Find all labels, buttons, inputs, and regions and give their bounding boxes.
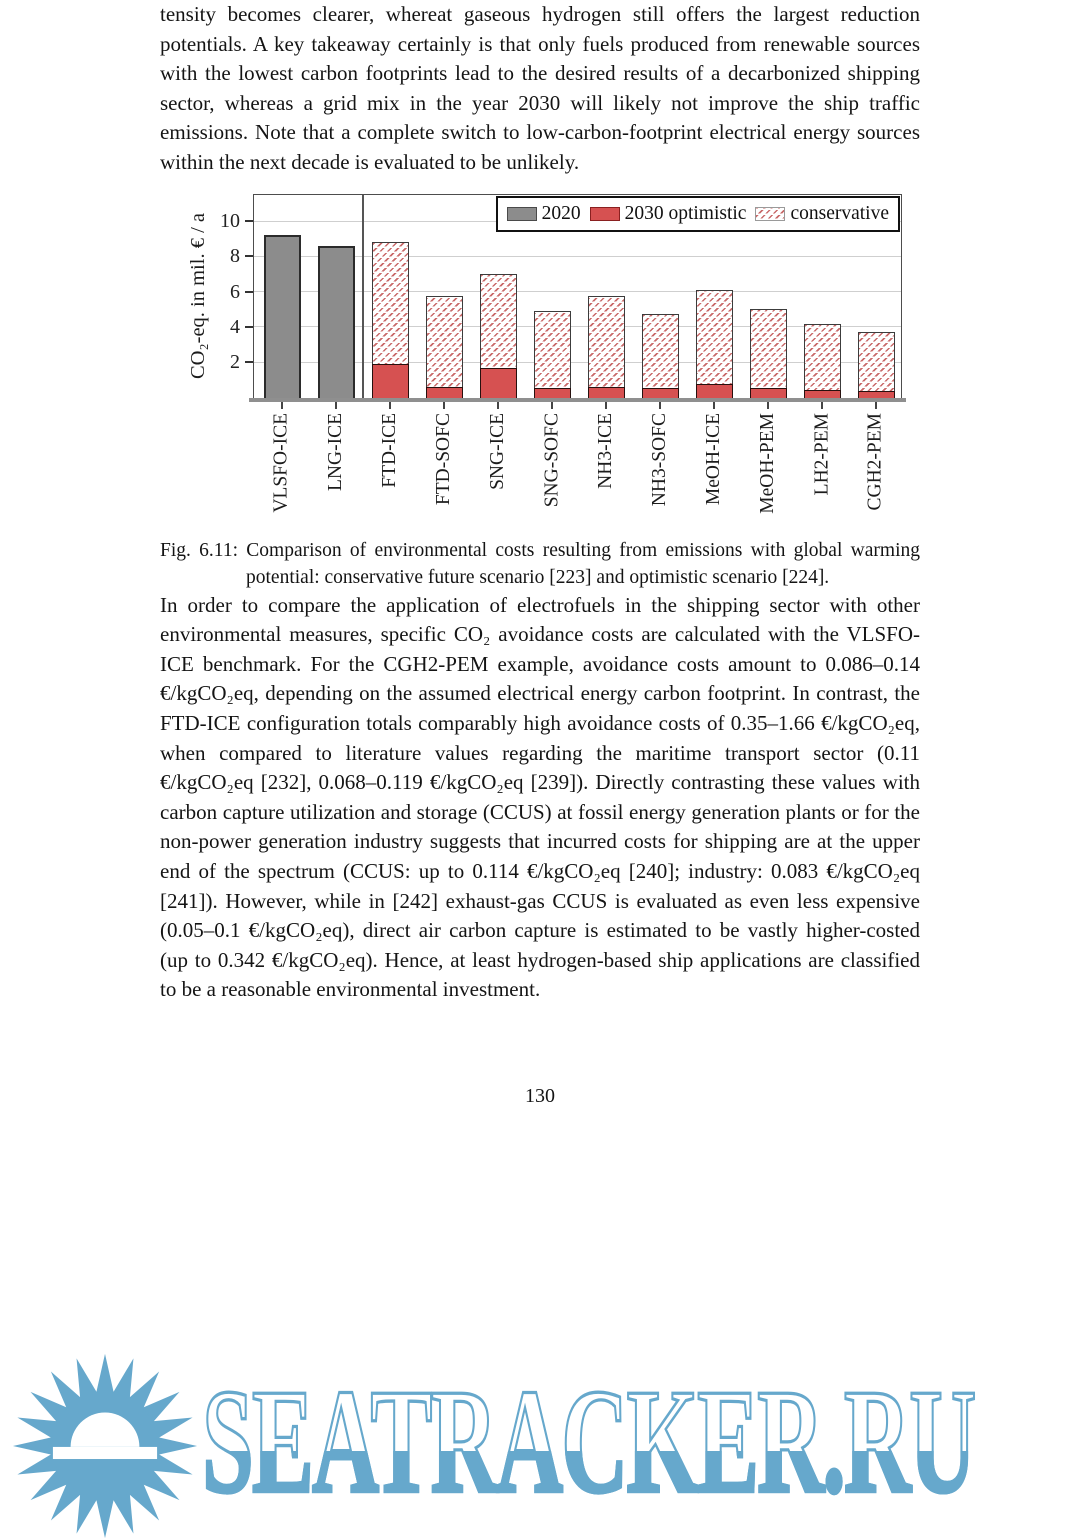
bar-conservative [696,290,733,398]
x-axis-tick [713,402,715,409]
x-tick-label-text: NH3-SOFC [649,412,670,506]
legend-label: 2030 optimistic [624,202,747,224]
legend-swatch [755,207,785,221]
y-tick-label: 6 [230,280,240,303]
x-axis-tick [335,402,337,409]
x-axis-tick [605,402,607,409]
bar-2030-optimistic [696,384,733,397]
x-axis-tick [875,402,877,409]
group-divider-line [362,195,364,398]
bar-2030-optimistic [534,388,571,398]
x-tick-label-text: MeOH-PEM [757,412,778,514]
legend-label: 2020 [541,202,581,224]
page-content [160,0,920,1108]
x-axis-tick [659,402,661,409]
legend-item [507,203,581,225]
page-number: 130 [525,1084,555,1107]
bar-2030-optimistic [858,391,895,398]
y-tick-label: 2 [230,351,240,374]
bar-2030-optimistic [804,390,841,398]
x-tick-label-text: CGH2-PEM [865,412,886,511]
legend-item [590,203,747,225]
bar-conservative [858,332,895,397]
x-tick-label-text: SNG-ICE [487,412,508,490]
watermark-text: SEATRACKER.RU [202,1358,975,1525]
x-tick-label-text: FTD-SOFC [433,412,454,505]
y-tick-label: 10 [220,210,240,233]
x-tick-label-text: VLSFO-ICE [271,412,292,513]
chart-legend [496,196,900,232]
y-axis-tick [245,361,253,363]
x-axis-tick [389,402,391,409]
x-axis-tick [443,402,445,409]
watermark [12,1357,1080,1527]
bar-2020 [318,246,355,398]
y-axis-tick [245,255,253,257]
sun-icon [12,1353,198,1539]
bar-2030-optimistic [480,368,517,398]
figure-caption: Fig. 6.11: Comparison of environmental costs resulting from emissions with global warming potential: conservative future scenario [223] and optimistic scenario [224]. [160,539,920,588]
x-axis-tick [551,402,553,409]
x-tick-label-text: SNG-SOFC [541,412,562,507]
bar-2030-optimistic [372,364,409,398]
y-tick-label: 8 [230,245,240,268]
paragraph-bottom: In order to compare the application of electrofuels in the shipping sector with other environmental measures, specific CO₂ avoidance costs are calculated with the VLSFO-ICE benchmark. For the CGH2-PEM example, avoidance costs amount to 0.086–0.14 €/kgCO₂eq, depending on the assumed electrical energy carbon footprint. In contrast, the FTD-ICE configuration totals comparably high avoidance costs of 0.35–1.66 €/kgCO₂eq, when compared to literature values regarding the maritime transport sector (0.11 €/kgCO₂eq [232], 0.068–0.119 €/kgCO₂eq [239]). Directly contrasting these values with carbon capture utilization and storage (CCUS) at fossil energy generation plants or for the non-power generation industry suggests that incurred costs for shipping are at the upper end of the spectrum (CCUS: up to 0.114 €/kgCO₂eq [240]; industry: 0.083 €/kgCO₂eq [241]). However, while in [242] exhaust-gas CCUS is evaluated as even less expensive (0.05–0.1 €/kgCO₂eq), direct air carbon capture is estimated to be vastly higher-costed (up to 0.342 €/kgCO₂eq). Hence, at least hydrogen-based ship applications are classified to be a reasonable environmental investment. [160,592,920,1002]
x-axis-tick [767,402,769,409]
chart-plot-area [187,194,902,514]
paragraph-top: tensity becomes clearer, whereat gaseous hydrogen still offers the largest reduction potentials. A key takeaway certainly is that only fuels produced from renewable sources with the lowest carbon footprints lead to the desired results of a decarbonized shipping sector, whereas a grid mix in the year 2030 will likely not improve the ship traffic emissions. Note that a complete switch to low-carbon-footprint electrical energy sources within the next decade is evaluated to be unlikely. [160,2,920,174]
legend-swatch [590,207,620,221]
x-axis-tick [821,402,823,409]
bar-conservative [534,311,571,397]
bar-conservative [426,296,463,398]
bar-conservative [750,309,787,397]
figure-6-11 [160,190,920,591]
x-tick-label-text: NH3-ICE [595,412,616,489]
legend-item [755,203,889,225]
x-axis-tick [281,402,283,409]
y-axis-tick [245,326,253,328]
x-axis-tick [497,402,499,409]
bar-2030-optimistic [750,388,787,398]
bar-conservative [804,324,841,397]
y-axis-tick [245,291,253,293]
x-tick-label-text: FTD-ICE [379,412,400,488]
legend-swatch [507,207,537,221]
legend-label: conservative [790,202,889,224]
bar-2030-optimistic [642,388,679,398]
y-axis-tick [245,220,253,222]
y-tick-label: 4 [230,315,240,338]
y-axis-label-text: CO₂-eq. in mil. € / a [187,213,209,380]
bar-conservative [588,296,625,398]
bar-2030-optimistic [588,387,625,398]
x-tick-label-text: LH2-PEM [811,412,832,495]
emissions-chart [160,190,920,529]
bar-2030-optimistic [426,387,463,398]
x-tick-label-text: MeOH-ICE [703,412,724,505]
bar-conservative [642,314,679,398]
bar-2020 [264,235,301,397]
x-axis-baseline [249,398,906,402]
x-tick-label-text: LNG-ICE [325,412,346,491]
